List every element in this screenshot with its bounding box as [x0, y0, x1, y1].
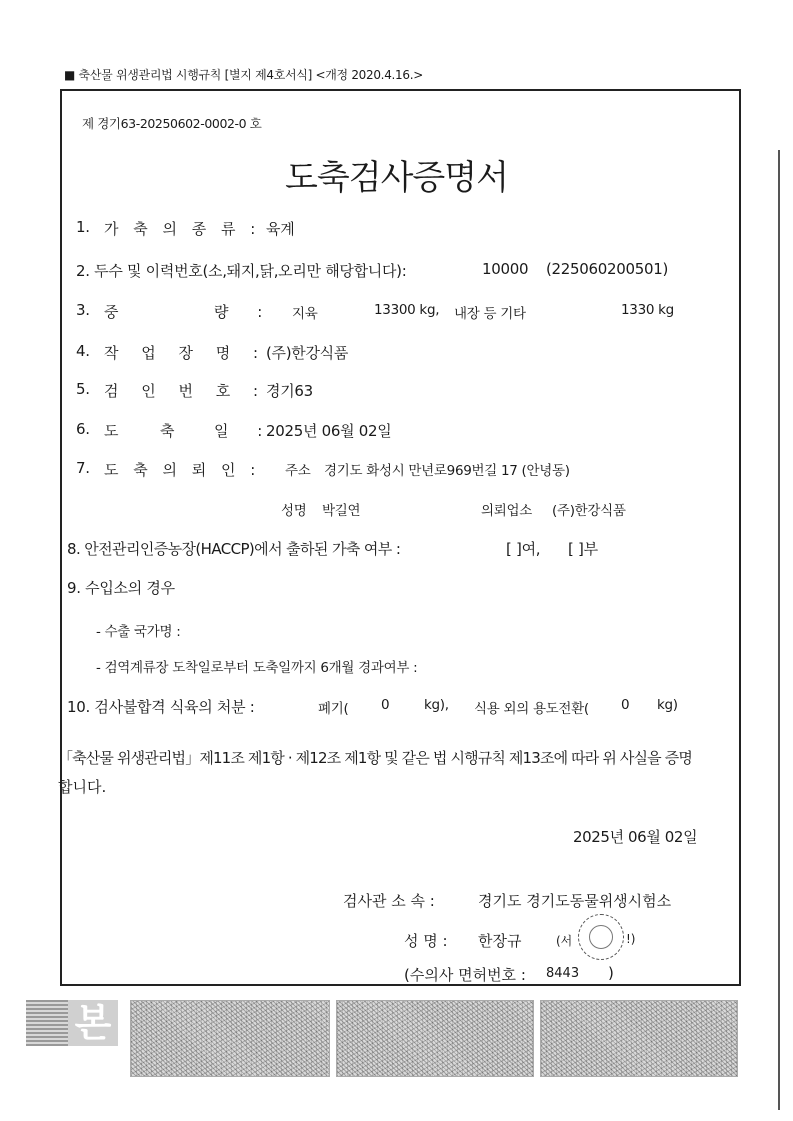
haccp-no-checkbox: [ ]부	[568, 540, 598, 558]
conversion-label: 식용 외의 용도전환(	[474, 701, 589, 717]
item-7-num: 7.	[76, 459, 90, 477]
livestock-type: 육계	[266, 220, 295, 238]
requester-address: 경기도 화성시 만년로969번길 17 (안녕동)	[324, 463, 570, 479]
offal-weight: 1330 kg	[621, 302, 674, 318]
security-pattern-2	[336, 1000, 534, 1077]
statement-line-2: 합니다.	[58, 778, 107, 796]
item-3-label-b: 량 :	[214, 303, 275, 321]
license-number: 8443	[546, 966, 580, 981]
item-1-num: 1.	[76, 218, 90, 236]
item-4-label: 작 업 장 명 :	[104, 344, 268, 362]
item-3-num: 3.	[76, 301, 90, 319]
security-pattern-1	[130, 1000, 330, 1077]
inspector-name-label: 성 명 :	[404, 932, 448, 950]
license-close: )	[608, 964, 614, 982]
name-label: 성명	[281, 503, 307, 519]
item-1-label: 가 축 의 종 류 :	[104, 220, 261, 238]
haccp-yes-checkbox: [ ]여,	[506, 540, 541, 558]
workplace-name: (주)한강식품	[266, 344, 349, 362]
document-number: 제 경기63-20250602-0002-0 호	[82, 116, 262, 131]
item-10-label: 10. 검사불합격 식육의 처분 :	[67, 698, 255, 716]
carcass-label: 지육	[292, 306, 318, 322]
item-4-num: 4.	[76, 342, 90, 360]
official-seal	[578, 914, 624, 960]
address-label: 주소	[285, 463, 311, 479]
carcass-weight: 13300 kg,	[374, 302, 440, 318]
quarantine-label: - 검역계류장 도착일로부터 도축일까지 6개월 경과여부 :	[96, 660, 418, 676]
item-6-num: 6.	[76, 420, 90, 438]
seal-close: !)	[626, 932, 636, 946]
page-title: 도축검사증명서	[285, 158, 508, 198]
barcode-pattern	[26, 1000, 68, 1046]
item-5-label: 검 인 번 호 :	[104, 382, 268, 400]
disposal-label: 폐기(	[318, 701, 349, 717]
export-country-label: - 수출 국가명 :	[96, 624, 181, 640]
statement-line-1: 「축산물 위생관리법」제11조 제1항 · 제12조 제1항 및 같은 법 시행규칙 제13조에 따라 위 사실을 증명	[58, 749, 693, 767]
conversion-value: 0	[621, 697, 630, 713]
seal-label: (서	[556, 934, 573, 948]
item-9-label: 9. 수입소의 경우	[67, 579, 175, 597]
original-mark: 본	[68, 1000, 118, 1046]
slaughter-date: 2025년 06월 02일	[266, 422, 392, 440]
form-reference: ■ 축산물 위생관리법 시행규칙 [별지 제4호서식] <개정 2020.4.16.>	[64, 68, 423, 82]
item-7-label: 도 축 의 뢰 인 :	[104, 461, 261, 479]
issue-date: 2025년 06월 02일	[573, 828, 698, 846]
disposal-unit: kg),	[424, 697, 449, 713]
inspector-affiliation-label: 검사관 소 속 :	[343, 892, 435, 910]
conversion-unit: kg)	[657, 697, 678, 713]
stamp-number: 경기63	[266, 382, 313, 400]
head-count: 10000	[482, 260, 529, 278]
item-6-label-b: 축	[160, 422, 175, 440]
offal-label: 내장 등 기타	[454, 306, 526, 322]
item-6-label-c: 일 :	[214, 422, 275, 440]
business-label: 의뢰업소	[481, 503, 532, 519]
inspector-name: 한장규	[478, 932, 522, 950]
inspector-affiliation: 경기도 경기도동물위생시험소	[478, 892, 672, 910]
disposal-value: 0	[381, 697, 390, 713]
item-8-label: 8. 안전관리인증농장(HACCP)에서 출하된 가축 여부 :	[67, 540, 401, 558]
scan-edge	[778, 150, 780, 1110]
item-2-label: 2. 두수 및 이력번호(소,돼지,닭,오리만 해당합니다):	[76, 262, 407, 280]
trace-number: (225060200501)	[546, 260, 669, 278]
item-5-num: 5.	[76, 380, 90, 398]
security-pattern-3	[540, 1000, 738, 1077]
license-label: (수의사 면허번호 :	[404, 966, 526, 984]
requester-name: 박길연	[322, 503, 361, 519]
item-3-label-a: 중	[104, 303, 119, 321]
item-6-label-a: 도	[104, 422, 119, 440]
requester-business: (주)한강식품	[552, 503, 626, 519]
